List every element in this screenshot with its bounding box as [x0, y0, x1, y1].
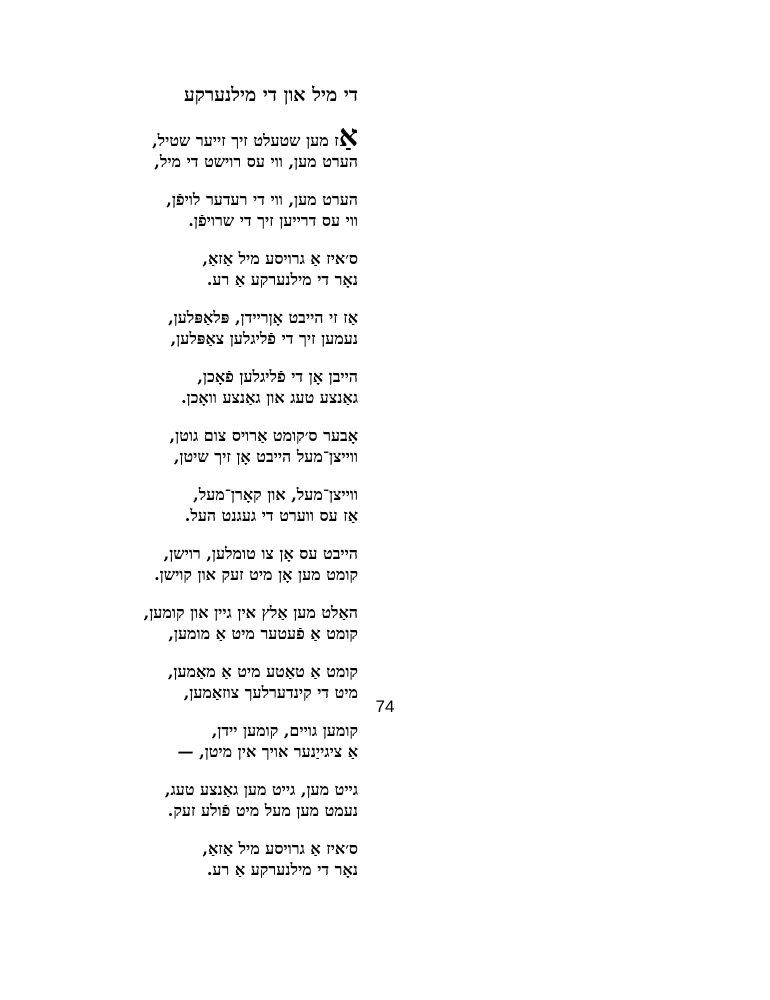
poem-line-1-1-text: ז מען שטעלט זיך זייער שטיל,: [152, 131, 339, 150]
poem-line-4-2: נעמען זיך די פֿליגלען צאַפּלען,: [170, 329, 358, 348]
stanza-6: [98, 425, 358, 467]
poem-line-1-1: [98, 119, 358, 154]
poem-line-7-1: ווייצן־מעל, און קאָרן־מעל,: [193, 485, 358, 504]
poem-line-2-2: ווי עס דרייען זיך די שרויפֿן.: [188, 211, 358, 230]
poem-line-6-1: אָבער ס׳קומט אַרויס צום גוטן,: [169, 426, 358, 445]
poem-line-12-1: גייט מען, גייט מען גאַנצע טעג,: [164, 780, 358, 799]
poem-line-5-2: גאַנצע טעג און גאַנצע וואָכן.: [180, 388, 358, 407]
poem-line-9-2: קומט אַ פֿעטער מיט אַ מומען,: [168, 624, 358, 643]
stanza-11: [98, 720, 358, 762]
poem-line-11-2: אַ ציגייַנער אויך אין מיטן, —: [177, 742, 358, 761]
poem-line-3-2: נאָר די מילנערקע אַ רע.: [206, 270, 358, 289]
stanza-12: [98, 779, 358, 821]
stanza-8: [98, 543, 358, 585]
poem-line-5-1: הייבן אָן די פֿליגלען פֿאָכן,: [197, 367, 358, 386]
poem-line-2-1: הערט מען, ווי די רעדער לויפֿן,: [166, 190, 358, 209]
poem-line-3-1: ס׳איז אַ גרויסע מיל אַזאַ,: [202, 249, 358, 268]
stanza-2: [98, 189, 358, 231]
stanza-7: [98, 484, 358, 526]
stanza-1: [98, 119, 358, 172]
drop-cap: אַ: [338, 119, 358, 154]
poem-title: די מיל און די מילנערקע: [183, 84, 358, 106]
poem-line-12-2: נעמט מען מעל מיט פֿולע זעק.: [167, 801, 358, 820]
poem: [98, 82, 358, 897]
stanza-3: [98, 248, 358, 290]
poem-line-13-2: נאָר די מילנערקע אַ רע.: [206, 860, 358, 879]
poem-line-11-1: קומען גויים, קומען יידן,: [211, 721, 358, 740]
poem-line-8-2: קומט מען אָן מיט זעק און קוישן.: [154, 565, 358, 584]
poem-line-8-1: הייבט עס אָן צו טומלען, רוישן,: [163, 544, 358, 563]
poem-line-4-1: אַז זי הייבט אָןריידן, פּלאַפּלען,: [168, 308, 358, 327]
poem-line-13-1: ס׳איז אַ גרויסע מיל אַזאַ,: [202, 839, 358, 858]
poem-line-6-2: ווייצן־מעל הייבט אָן זיך שיטן,: [173, 447, 358, 466]
poem-line-9-1: האַלט מען אַלץ אין גיין און קומען,: [143, 603, 358, 622]
stanza-4: [98, 307, 358, 349]
stanza-13: [98, 838, 358, 880]
poem-line-1-2: הערט מען, ווי עס רוישט די מיל,: [154, 152, 358, 171]
page-number: 74: [375, 697, 395, 716]
stanza-9: [98, 602, 358, 644]
poem-line-7-2: אַז עס ווערט די געגנט העל.: [184, 506, 358, 525]
poem-line-10-1: קומט אַ טאַטע מיט אַ מאַמען,: [167, 662, 358, 681]
stanza-5: [98, 366, 358, 408]
poem-line-10-2: מיט די קינדערלעך צוזאַמען,: [183, 683, 358, 702]
